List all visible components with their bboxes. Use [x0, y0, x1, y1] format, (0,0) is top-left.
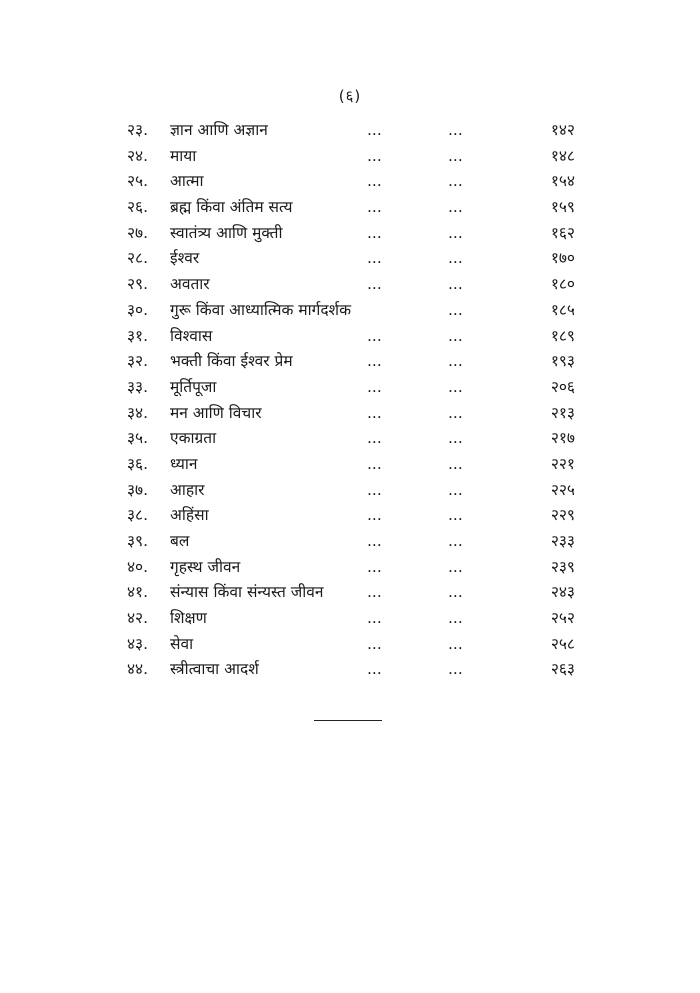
toc-entry [0, 246, 700, 272]
toc-entry-leader: ... [448, 352, 463, 371]
toc-entry-number: ४३. [127, 634, 149, 653]
toc-entry-leader: ... [367, 480, 382, 499]
toc-entry-page: २५८ [550, 634, 575, 653]
toc-entry-title: बल [170, 532, 190, 550]
toc-entry-title: विश्वास [170, 326, 213, 345]
toc-entry-title: ईश्वर [170, 249, 200, 268]
toc-entry-leader: ... [367, 377, 382, 396]
toc-entry-leader: ... [448, 660, 463, 679]
toc-entry-page: १७० [550, 249, 575, 268]
toc-entry-page: १८९ [550, 326, 575, 345]
toc-entry-number: ३४. [127, 403, 149, 422]
toc-entry-page: २१७ [550, 429, 575, 448]
toc-entry-leader: ... [367, 121, 382, 139]
toc-entry [0, 478, 700, 504]
toc-entry-leader: ... [367, 223, 382, 242]
table-of-contents [0, 118, 700, 683]
toc-entry-number: ३७. [127, 480, 149, 499]
toc-entry-leader: ... [367, 352, 382, 371]
toc-entry [0, 272, 700, 298]
toc-entry-leader: ... [448, 454, 463, 473]
toc-entry-page: २६३ [550, 660, 575, 679]
toc-entry-page: २२५ [550, 480, 575, 499]
toc-entry-page: २३९ [550, 557, 575, 576]
toc-entry-leader: ... [367, 146, 382, 165]
toc-entry-leader: ... [448, 480, 463, 499]
toc-entry [0, 606, 700, 632]
toc-entry-leader: ... [367, 454, 382, 473]
toc-entry [0, 375, 700, 401]
toc-entry-title: मन आणि विचार [170, 403, 262, 422]
toc-entry-leader: ... [448, 429, 463, 448]
toc-entry-number: ३९. [127, 532, 149, 550]
toc-entry-leader: ... [448, 249, 463, 268]
toc-entry-title: भक्ती किंवा ईश्वर प्रेम [170, 352, 293, 371]
toc-entry-leader: ... [367, 429, 382, 448]
toc-entry-page: २४३ [550, 583, 575, 602]
toc-entry-title: माया [170, 146, 197, 165]
toc-entry [0, 555, 700, 581]
toc-entry [0, 221, 700, 247]
toc-entry [0, 580, 700, 606]
toc-entry [0, 298, 700, 324]
toc-entry-title: स्त्रीत्वाचा आदर्श [170, 660, 259, 679]
page-number: (६) [338, 87, 362, 105]
end-rule [314, 720, 382, 721]
toc-entry-leader: ... [367, 609, 382, 628]
toc-entry-leader: ... [367, 403, 382, 422]
toc-entry-leader: ... [367, 506, 382, 525]
toc-entry-page: १८५ [550, 300, 575, 319]
toc-entry-number: ३३. [127, 377, 149, 396]
toc-entry-page: २२९ [550, 506, 575, 525]
toc-entry-page: १९३ [550, 352, 575, 371]
toc-entry-page: १६२ [550, 223, 575, 242]
toc-entry-number: ४०. [127, 557, 149, 576]
toc-entry-leader: ... [448, 583, 463, 602]
toc-entry-leader: ... [448, 300, 463, 319]
toc-entry-leader: ... [367, 275, 382, 294]
toc-entry-number: २८. [127, 249, 149, 268]
toc-entry-leader: ... [448, 275, 463, 294]
toc-entry [0, 632, 700, 658]
toc-entry-leader: ... [367, 660, 382, 679]
toc-entry-title: शिक्षण [170, 609, 207, 628]
toc-entry-leader: ... [448, 172, 463, 191]
toc-entry-leader: ... [448, 403, 463, 422]
toc-entry-page: २०६ [550, 377, 575, 396]
toc-entry-title: आत्मा [170, 172, 204, 191]
toc-entry-leader: ... [448, 377, 463, 396]
toc-entry-leader: ... [448, 532, 463, 550]
toc-entry [0, 657, 700, 683]
toc-entry [0, 144, 700, 170]
toc-entry-leader: ... [448, 506, 463, 525]
toc-entry-leader: ... [367, 249, 382, 268]
toc-entry [0, 426, 700, 452]
toc-entry-page: १८० [550, 275, 575, 294]
toc-entry [0, 503, 700, 529]
toc-entry-title: आहार [170, 480, 205, 499]
toc-entry-page: १५४ [550, 172, 575, 191]
toc-entry-number: ४२. [127, 609, 149, 628]
toc-entry-title: स्वातंत्र्य आणि मुक्ती [170, 223, 283, 242]
toc-entry-leader: ... [448, 326, 463, 345]
toc-entry-leader: ... [367, 634, 382, 653]
toc-entry-leader: ... [448, 557, 463, 576]
toc-entry-title: ध्यान [170, 454, 198, 473]
toc-entry-number: २९. [127, 275, 149, 294]
toc-entry [0, 118, 700, 144]
toc-entry-title: गृहस्थ जीवन [170, 557, 241, 576]
toc-entry-leader: ... [367, 198, 382, 217]
toc-entry-number: ४१. [127, 583, 149, 602]
toc-entry-leader: ... [367, 326, 382, 345]
toc-entry [0, 349, 700, 375]
toc-entry-number: २७. [127, 223, 149, 242]
toc-entry-number: ३०. [127, 300, 149, 319]
toc-entry-leader: ... [448, 223, 463, 242]
toc-entry-page: २३३ [550, 532, 575, 550]
toc-entry-title: संन्यास किंवा संन्यस्त जीवन [170, 583, 324, 602]
toc-entry-page: १५९ [550, 198, 575, 217]
toc-entry [0, 324, 700, 350]
toc-entry-page: १४८ [550, 146, 575, 165]
toc-entry-leader: ... [367, 172, 382, 191]
toc-entry-leader: ... [448, 198, 463, 217]
toc-entry-leader: ... [367, 557, 382, 576]
toc-entry-title: गुरू किंवा आध्यात्मिक मार्गदर्शक [170, 300, 352, 319]
toc-entry [0, 195, 700, 221]
toc-entry-title: मूर्तिपूजा [170, 377, 217, 396]
toc-entry-number: ४४. [127, 660, 149, 679]
toc-entry [0, 401, 700, 427]
toc-entry-title: सेवा [170, 634, 194, 653]
toc-entry-page: २५२ [550, 609, 575, 628]
toc-entry-page: २२१ [550, 454, 575, 473]
toc-entry-leader: ... [448, 146, 463, 165]
toc-entry-title: अहिंसा [170, 506, 209, 525]
toc-entry-leader: ... [448, 634, 463, 653]
toc-entry [0, 452, 700, 478]
toc-entry-number: २४. [127, 146, 149, 165]
toc-entry-number: ३१. [127, 326, 149, 345]
toc-entry-leader: ... [367, 583, 382, 602]
toc-entry-page: १४२ [550, 121, 575, 139]
toc-entry [0, 169, 700, 195]
toc-entry-number: ३८. [127, 506, 149, 525]
toc-entry-page: २१३ [550, 403, 575, 422]
toc-entry-title: ज्ञान आणि अज्ञान [170, 121, 268, 139]
toc-entry-title: अवतार [170, 275, 210, 294]
toc-entry-leader: ... [367, 532, 382, 550]
toc-entry-leader: ... [448, 609, 463, 628]
toc-entry-title: एकाग्रता [170, 429, 217, 448]
toc-entry-number: ३६. [127, 454, 149, 473]
toc-entry-number: ३२. [127, 352, 149, 371]
toc-entry-title: ब्रह्म किंवा अंतिम सत्य [170, 198, 293, 217]
toc-entry [0, 529, 700, 555]
toc-entry-number: २३. [127, 121, 149, 139]
toc-entry-number: २६. [127, 198, 149, 217]
toc-entry-leader: ... [448, 121, 463, 139]
toc-entry-number: २५. [127, 172, 149, 191]
toc-entry-number: ३५. [127, 429, 149, 448]
